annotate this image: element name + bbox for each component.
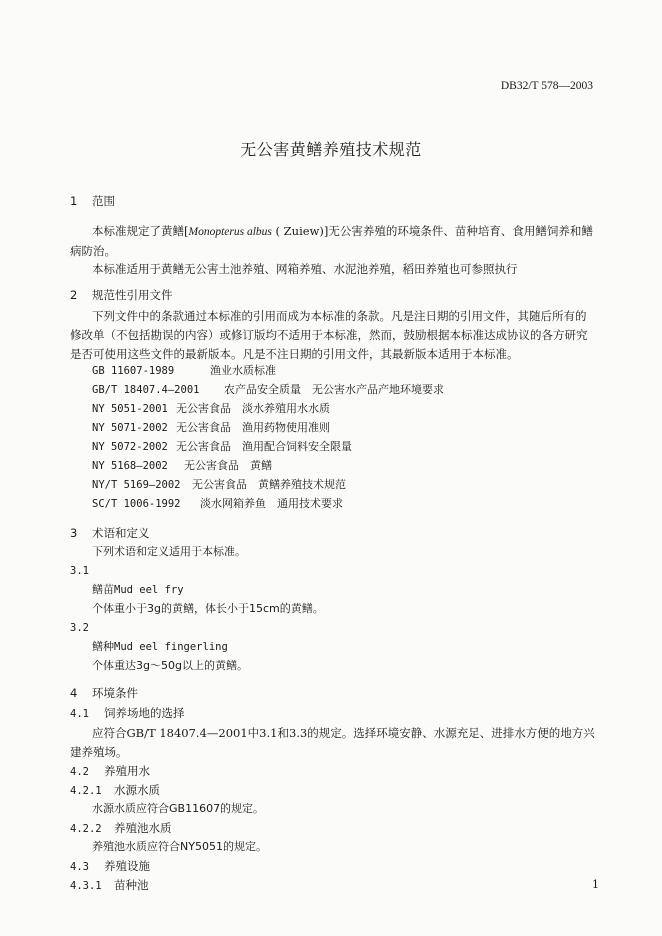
reference-item: NY 5071-2002 无公害食品 渔用药物使用准则 xyxy=(92,421,330,434)
reference-item: NY 5072-2002 无公害食品 渔用配合饲料安全限量 xyxy=(92,440,352,453)
subsection-4-2-2-text: 养殖池水质应符合NY5051的规定。 xyxy=(92,840,267,853)
page-number: 1 xyxy=(592,878,599,891)
subsection-heading-4-2-1: 4.2.1 水源水质 xyxy=(70,783,160,797)
section-heading-1: 1 范围 xyxy=(70,194,115,208)
term-name: 鳝苗Mud eel fry xyxy=(92,583,184,596)
subsection-4-1-text: 应符合GB/T 18407.4—2001中3.1和3.3的规定。选择环境安静、水源充足、进排水方便的地方兴建养殖场。 xyxy=(70,726,595,759)
subsection-heading-4-2-2: 4.2.2 养殖池水质 xyxy=(70,821,172,835)
reference-item: GB/T 18407.4—2001 农产品安全质量 无公害水产品产地环境要求 xyxy=(92,383,444,396)
subsection-heading-4-3-1: 4.3.1 苗种池 xyxy=(70,878,149,892)
page-title: 无公害黄鳝养殖技术规范 xyxy=(240,140,422,159)
term-definition: 个体重小于3g的黄鳝，体长小于15cm的黄鳝。 xyxy=(92,602,324,615)
subsection-4-2-1-text: 水源水质应符合GB11607的规定。 xyxy=(92,802,265,815)
subsection-heading-4-3: 4.3 养殖设施 xyxy=(70,859,150,873)
section3-intro: 下列术语和定义适用于本标准。 xyxy=(92,545,246,558)
term-number: 3.1 xyxy=(70,565,89,577)
reference-item: NY 5051-2001 无公害食品 淡水养殖用水水质 xyxy=(92,402,330,415)
section-heading-3: 3 术语和定义 xyxy=(70,526,150,540)
term-definition: 个体重达3g～50g以上的黄鳝。 xyxy=(92,659,248,672)
reference-item: NY/T 5169—2002 无公害食品 黄鳝养殖技术规范 xyxy=(92,478,346,491)
section1-paragraph-2: 本标准适用于黄鳝无公害土池养殖、网箱养殖、水泥池养殖，稻田养殖也可参照执行 xyxy=(92,262,518,276)
section2-intro: 下列文件中的条款通过本标准的引用而成为本标准的条款。凡是注日期的引用文件，其随后所有的修改单（不包括勘误的内容）或修订版均不适用于本标准，然而，鼓励根据本标准达成协议的各方研究是否可使用这些文件的最新版本。凡是不注日期的引用文件，其最新版本适用于本标准。 xyxy=(70,309,588,361)
section-heading-2: 2 规范性引用文件 xyxy=(70,288,173,302)
reference-item: SC/T 1006-1992 淡水网箱养鱼 通用技术要求 xyxy=(92,497,343,510)
section-heading-4: 4 环境条件 xyxy=(70,686,138,700)
reference-item: NY 5168—2002 无公害食品 黄鳝 xyxy=(92,459,272,472)
term-name: 鳝种Mud eel fingerling xyxy=(92,640,228,653)
document-code: DB32/T 578—2003 xyxy=(500,80,593,92)
subsection-heading-4-2: 4.2 养殖用水 xyxy=(70,764,150,778)
subsection-heading-4-1: 4.1 饲养场地的选择 xyxy=(70,706,185,720)
reference-item: GB 11607-1989 渔业水质标准 xyxy=(92,364,276,377)
term-number: 3.2 xyxy=(70,622,89,634)
section1-paragraph-1: 本标准规定了黄鳝[Monopterus albus ( Zuiew)]无公害养殖的环境条件、苗种培育、食用鳝饲养和鳝病防治。 xyxy=(70,224,593,258)
